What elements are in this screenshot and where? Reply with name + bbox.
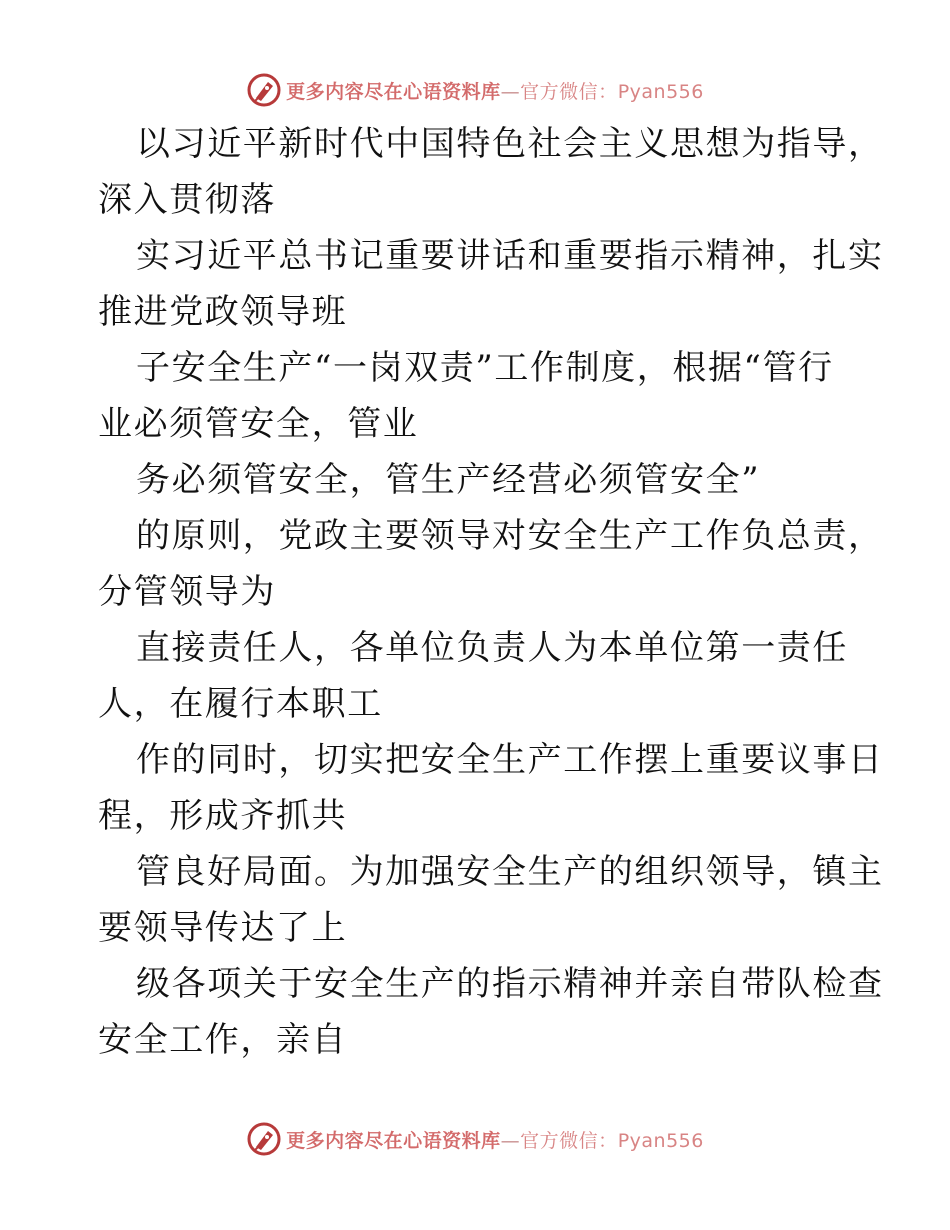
text-line: 作的同时，切实把安全生产工作摆上重要议事日 [136,740,884,780]
watermark-wechat-label: 官方微信： [520,1129,618,1152]
watermark-wechat-label: 官方微信： [520,80,618,103]
text-line: 直接责任人，各单位负责人为本单位第一责任 [136,628,848,668]
text-line: 子安全生产“一岗双责”工作制度，根据“管行 [136,348,834,388]
text-line: 推进党政领导班 [98,292,348,332]
watermark-wechat-id: Pyan556 [617,80,704,103]
text-line: 实习近平总书记重要讲话和重要指示精神，扎实 [136,236,884,276]
text-line: 人，在履行本职工 [98,684,383,724]
watermark-separator: — [500,1129,521,1152]
text-line: 分管领导为 [98,572,276,612]
text-line: 以习近平新时代中国特色社会主义思想为指导， [136,124,884,164]
watermark-header [0,70,950,110]
text-line: 级各项关于安全生产的指示精神并亲自带队检查 [136,964,884,1004]
text-line: 务必须管安全，管生产经营必须管安全” [136,460,761,500]
watermark-main-text: 更多内容尽在心语资料库 [286,1129,501,1152]
text-line: 深入贯彻落 [98,180,276,220]
document-body [98,116,884,1068]
text-line: 管良好局面。为加强安全生产的组织领导，镇主 [136,852,884,892]
text-line: 要领导传达了上 [98,908,348,948]
pen-nib-logo-icon [246,72,282,108]
text-line: 安全工作，亲自 [98,1020,348,1060]
pen-nib-logo-icon [246,1121,282,1157]
watermark-separator: — [500,80,521,103]
text-line: 的原则，党政主要领导对安全生产工作负总责， [136,516,884,556]
text-line: 业必须管安全，管业 [98,404,419,444]
watermark-footer [0,1119,950,1159]
text-line: 程，形成齐抓共 [98,796,348,836]
watermark-main-text: 更多内容尽在心语资料库 [286,80,501,103]
watermark-wechat-id: Pyan556 [617,1129,704,1152]
